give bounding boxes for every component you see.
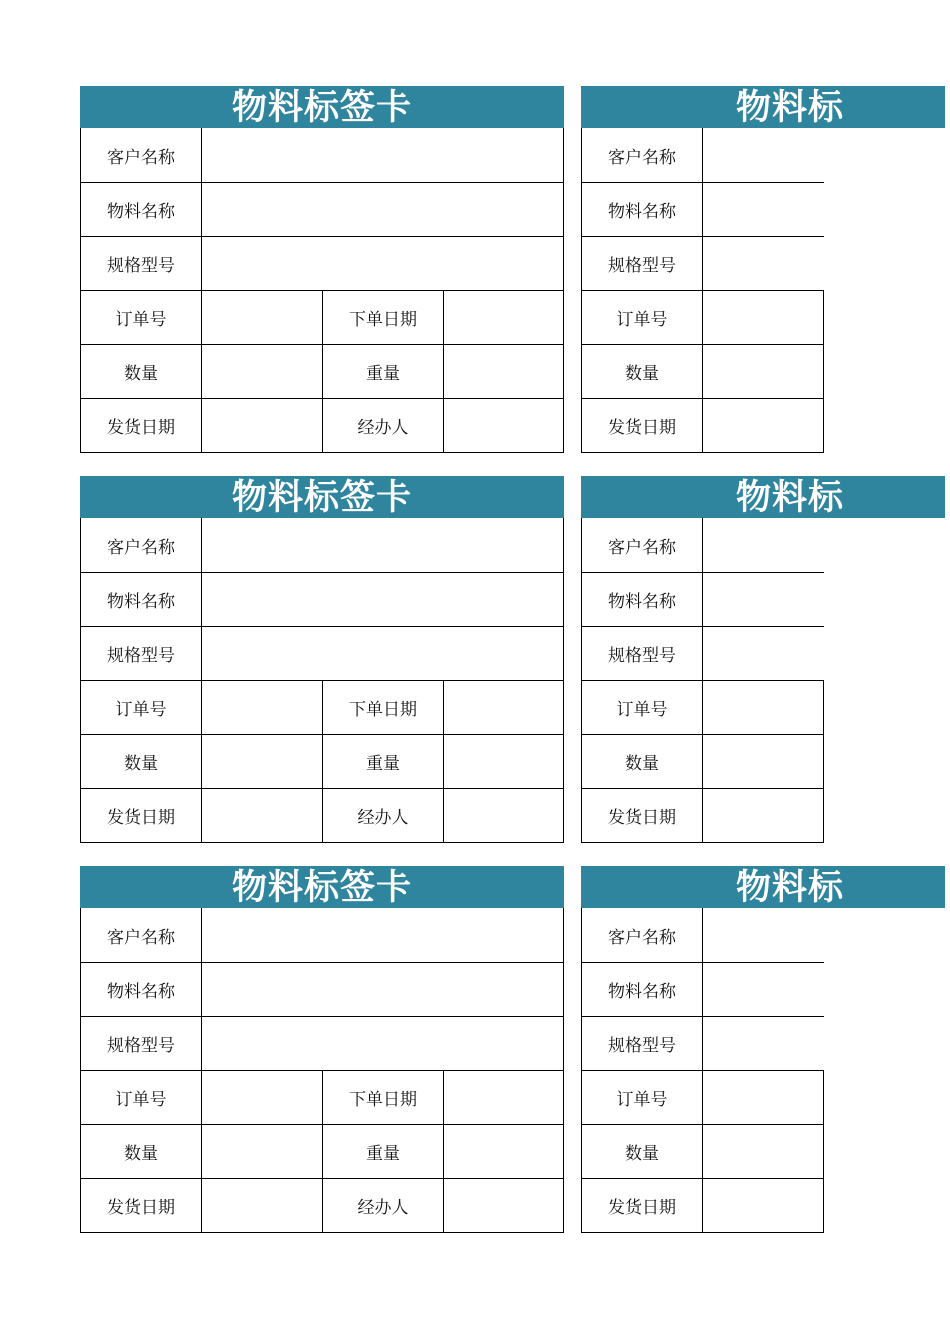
label-quantity: 数量 bbox=[81, 735, 202, 788]
value-spec-model[interactable] bbox=[703, 627, 824, 680]
label-material-name: 物料名称 bbox=[582, 963, 703, 1016]
row-customer-name bbox=[582, 908, 824, 962]
row-ship bbox=[81, 1178, 563, 1232]
label-ship-date: 发货日期 bbox=[582, 1179, 703, 1232]
row-spec-model bbox=[81, 236, 563, 290]
value-material-name[interactable] bbox=[703, 963, 824, 1016]
value-ship-date[interactable] bbox=[703, 789, 824, 842]
value-handler[interactable] bbox=[444, 399, 563, 452]
value-weight[interactable] bbox=[444, 735, 563, 788]
label-card-5 bbox=[80, 866, 564, 1233]
value-material-name[interactable] bbox=[703, 573, 824, 626]
card-table bbox=[80, 518, 564, 843]
label-order-date: 下单日期 bbox=[323, 1071, 444, 1124]
value-ship-date[interactable] bbox=[703, 399, 824, 452]
row-ship bbox=[81, 398, 563, 452]
label-ship-date: 发货日期 bbox=[81, 399, 202, 452]
value-spec-model[interactable] bbox=[703, 1017, 824, 1070]
value-customer-name[interactable] bbox=[703, 128, 824, 182]
value-quantity[interactable] bbox=[202, 735, 323, 788]
card-table bbox=[581, 518, 824, 843]
value-customer-name[interactable] bbox=[202, 908, 563, 962]
value-ship-date[interactable] bbox=[202, 399, 323, 452]
row-spec-model bbox=[582, 1016, 824, 1070]
row-customer-name bbox=[81, 128, 563, 182]
row-order bbox=[582, 680, 824, 734]
label-quantity: 数量 bbox=[81, 345, 202, 398]
label-ship-date: 发货日期 bbox=[81, 1179, 202, 1232]
label-order-no: 订单号 bbox=[582, 291, 703, 344]
row-material-name bbox=[582, 572, 824, 626]
value-quantity[interactable] bbox=[703, 1125, 824, 1178]
value-order-date[interactable] bbox=[444, 291, 563, 344]
card-table bbox=[80, 128, 564, 453]
value-order-no[interactable] bbox=[202, 291, 323, 344]
row-order bbox=[81, 680, 563, 734]
row-quantity bbox=[582, 1124, 824, 1178]
card-table bbox=[80, 908, 564, 1233]
label-quantity: 数量 bbox=[582, 1125, 703, 1178]
row-quantity bbox=[582, 344, 824, 398]
value-material-name[interactable] bbox=[202, 963, 563, 1016]
label-order-no: 订单号 bbox=[81, 291, 202, 344]
card-title: 物料标签卡 bbox=[80, 86, 564, 128]
row-material-name bbox=[81, 962, 563, 1016]
label-order-date: 下单日期 bbox=[323, 681, 444, 734]
value-order-date[interactable] bbox=[444, 681, 563, 734]
row-material-name bbox=[81, 572, 563, 626]
value-spec-model[interactable] bbox=[202, 627, 563, 680]
label-card-4 bbox=[581, 476, 950, 843]
row-order bbox=[81, 290, 563, 344]
value-ship-date[interactable] bbox=[703, 1179, 824, 1232]
row-ship bbox=[582, 788, 824, 842]
row-ship bbox=[582, 398, 824, 452]
label-card-3 bbox=[80, 476, 564, 843]
label-spec-model: 规格型号 bbox=[582, 1017, 703, 1070]
value-material-name[interactable] bbox=[703, 183, 824, 236]
label-spec-model: 规格型号 bbox=[582, 627, 703, 680]
row-quantity bbox=[81, 1124, 563, 1178]
label-handler: 经办人 bbox=[323, 399, 444, 452]
label-order-no: 订单号 bbox=[582, 1071, 703, 1124]
row-order bbox=[582, 1070, 824, 1124]
row-ship bbox=[582, 1178, 824, 1232]
value-ship-date[interactable] bbox=[202, 1179, 323, 1232]
value-handler[interactable] bbox=[444, 789, 563, 842]
value-quantity[interactable] bbox=[202, 345, 323, 398]
label-customer-name: 客户名称 bbox=[81, 908, 202, 962]
label-ship-date: 发货日期 bbox=[81, 789, 202, 842]
row-order bbox=[81, 1070, 563, 1124]
label-material-name: 物料名称 bbox=[81, 573, 202, 626]
row-customer-name bbox=[582, 518, 824, 572]
row-material-name bbox=[582, 962, 824, 1016]
label-material-name: 物料名称 bbox=[81, 183, 202, 236]
label-quantity: 数量 bbox=[582, 735, 703, 788]
value-order-no[interactable] bbox=[202, 1071, 323, 1124]
value-handler[interactable] bbox=[444, 1179, 563, 1232]
label-weight: 重量 bbox=[323, 735, 444, 788]
label-card-6 bbox=[581, 866, 950, 1233]
value-quantity[interactable] bbox=[202, 1125, 323, 1178]
value-order-date[interactable] bbox=[444, 1071, 563, 1124]
value-material-name[interactable] bbox=[202, 183, 563, 236]
card-table bbox=[581, 128, 824, 453]
label-spec-model: 规格型号 bbox=[81, 237, 202, 290]
row-ship bbox=[81, 788, 563, 842]
label-customer-name: 客户名称 bbox=[582, 908, 703, 962]
value-order-no[interactable] bbox=[703, 681, 824, 734]
value-customer-name[interactable] bbox=[703, 518, 824, 572]
label-customer-name: 客户名称 bbox=[582, 518, 703, 572]
value-order-no[interactable] bbox=[703, 1071, 824, 1124]
label-customer-name: 客户名称 bbox=[81, 128, 202, 182]
value-spec-model[interactable] bbox=[202, 1017, 563, 1070]
value-customer-name[interactable] bbox=[202, 518, 563, 572]
label-order-no: 订单号 bbox=[81, 1071, 202, 1124]
label-card-1 bbox=[80, 86, 564, 453]
row-material-name bbox=[582, 182, 824, 236]
row-quantity bbox=[81, 734, 563, 788]
label-spec-model: 规格型号 bbox=[81, 627, 202, 680]
label-customer-name: 客户名称 bbox=[582, 128, 703, 182]
label-customer-name: 客户名称 bbox=[81, 518, 202, 572]
label-order-no: 订单号 bbox=[582, 681, 703, 734]
row-spec-model bbox=[582, 236, 824, 290]
value-order-no[interactable] bbox=[202, 681, 323, 734]
label-order-date: 下单日期 bbox=[323, 291, 444, 344]
value-weight[interactable] bbox=[444, 1125, 563, 1178]
row-customer-name bbox=[582, 128, 824, 182]
card-title: 物料标签卡 bbox=[80, 866, 564, 908]
label-ship-date: 发货日期 bbox=[582, 789, 703, 842]
value-customer-name[interactable] bbox=[703, 908, 824, 962]
row-order bbox=[582, 290, 824, 344]
label-card-2 bbox=[581, 86, 950, 453]
row-material-name bbox=[81, 182, 563, 236]
row-spec-model bbox=[81, 626, 563, 680]
row-customer-name bbox=[81, 518, 563, 572]
label-material-name: 物料名称 bbox=[582, 573, 703, 626]
label-spec-model: 规格型号 bbox=[81, 1017, 202, 1070]
card-title: 物料标 bbox=[581, 86, 945, 128]
label-quantity: 数量 bbox=[582, 345, 703, 398]
value-quantity[interactable] bbox=[703, 345, 824, 398]
label-spec-model: 规格型号 bbox=[582, 237, 703, 290]
value-material-name[interactable] bbox=[202, 573, 563, 626]
card-table bbox=[581, 908, 824, 1233]
row-quantity bbox=[582, 734, 824, 788]
label-quantity: 数量 bbox=[81, 1125, 202, 1178]
row-spec-model bbox=[81, 1016, 563, 1070]
value-spec-model[interactable] bbox=[202, 237, 563, 290]
card-title: 物料标 bbox=[581, 476, 945, 518]
label-order-no: 订单号 bbox=[81, 681, 202, 734]
value-spec-model[interactable] bbox=[703, 237, 824, 290]
label-weight: 重量 bbox=[323, 345, 444, 398]
card-title: 物料标 bbox=[581, 866, 945, 908]
value-ship-date[interactable] bbox=[202, 789, 323, 842]
row-spec-model bbox=[582, 626, 824, 680]
label-handler: 经办人 bbox=[323, 1179, 444, 1232]
label-material-name: 物料名称 bbox=[81, 963, 202, 1016]
row-customer-name bbox=[81, 908, 563, 962]
value-order-no[interactable] bbox=[703, 291, 824, 344]
label-material-name: 物料名称 bbox=[582, 183, 703, 236]
label-ship-date: 发货日期 bbox=[582, 399, 703, 452]
label-handler: 经办人 bbox=[323, 789, 444, 842]
value-quantity[interactable] bbox=[703, 735, 824, 788]
card-title: 物料标签卡 bbox=[80, 476, 564, 518]
label-weight: 重量 bbox=[323, 1125, 444, 1178]
value-weight[interactable] bbox=[444, 345, 563, 398]
value-customer-name[interactable] bbox=[202, 128, 563, 182]
row-quantity bbox=[81, 344, 563, 398]
